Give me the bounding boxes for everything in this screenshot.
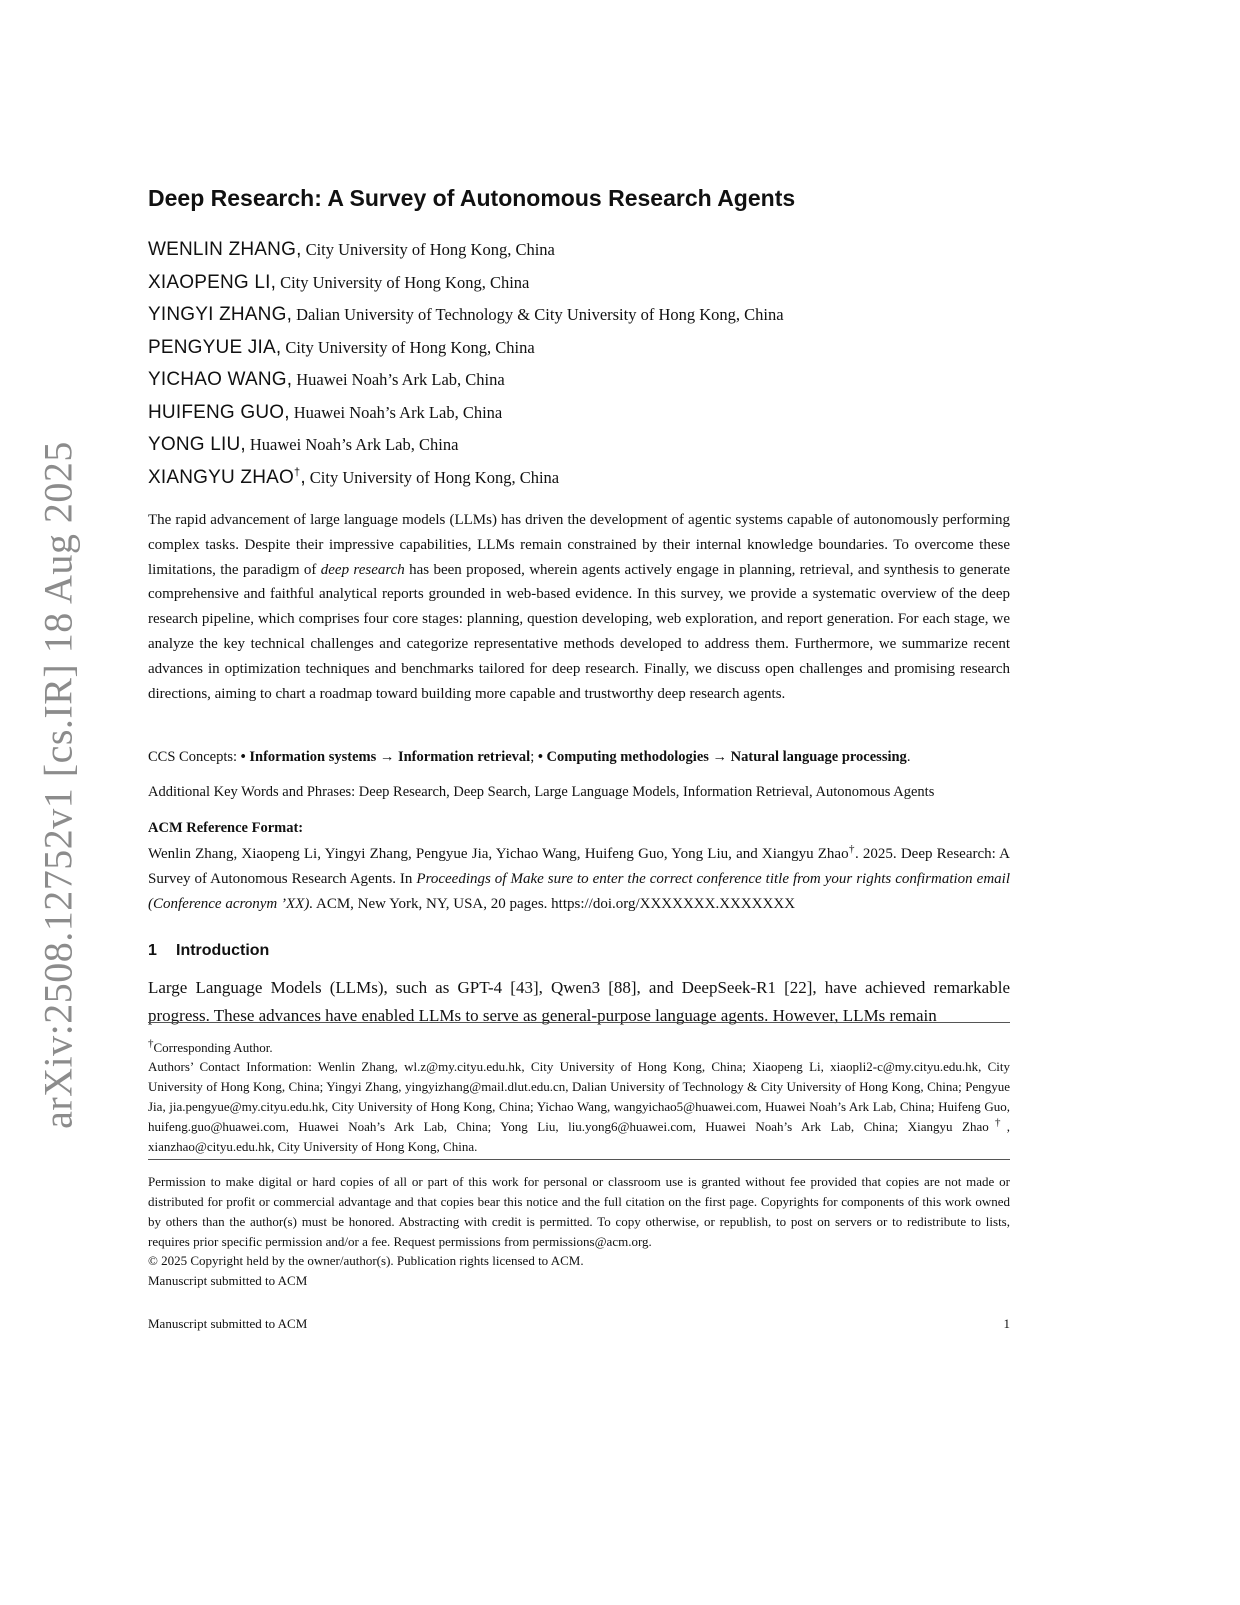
- author-affiliation: City University of Hong Kong, China: [305, 240, 555, 259]
- copyright-notice: © 2025 Copyright held by the owner/author(s). Publication rights licensed to ACM.: [148, 1253, 584, 1268]
- page-footer-text: Manuscript submitted to ACM: [148, 1316, 308, 1331]
- author-entry: [148, 271, 784, 304]
- ccs-separator: ;: [530, 749, 538, 765]
- section-title: Introduction: [176, 942, 270, 959]
- footnote-divider: [148, 1022, 1010, 1023]
- paper-title: Deep Research: A Survey of Autonomous Research Agents: [148, 185, 796, 211]
- keywords: Additional Key Words and Phrases: Deep Research, Deep Search, Large Language Models, Information Retrieval, Autonomous Agents: [148, 784, 935, 800]
- abstract-text-2: has been proposed, wherein agents actively engage in planning, retrieval, and synthesis to generate comprehensive and faithful analytical reports grounded in web-based evidence. In this survey, we provide a systematic overview of the deep research pipeline, which comprises four core stages: planning, question developing, web exploration, and report generation. For each stage, we analyze the key technical challenges and categorize representative methods developed to address them. Furthermore, we summarize recent advances in optimization techniques and benchmarks tailored for deep research. Finally, we discuss open challenges and promising research directions, aiming to chart a roadmap toward building more capable and trustworthy deep research agents.: [148, 561, 1010, 702]
- dagger-mark: †: [148, 1037, 154, 1050]
- ccs-item: • Information systems → Information retrieval: [240, 749, 531, 765]
- author-entry: [148, 238, 784, 271]
- introduction-paragraph: Large Language Models (LLMs), such as GPT-4 [43], Qwen3 [88], and DeepSeek-R1 [22], have achieved remarkable progress. These advances have enabled LLMs to serve as general-purpose language agents. However, LLMs remain: [148, 978, 1010, 1025]
- section-number: 1: [148, 942, 157, 959]
- author-name: YINGYI ZHANG,: [148, 304, 293, 325]
- author-name: XIAOPENG LI,: [148, 271, 277, 293]
- author-name: XIANGYU ZHAO†,: [148, 466, 306, 488]
- author-entry: [148, 433, 784, 466]
- author-name: YONG LIU,: [148, 434, 246, 455]
- ccs-end: .: [906, 749, 911, 765]
- dagger-mark: †: [988, 1116, 1007, 1129]
- abstract: [148, 508, 1010, 706]
- author-name: PENGYUE JIA,: [148, 336, 282, 358]
- author-affiliation: City University of Hong Kong, China: [285, 337, 535, 357]
- author-affiliation: City University of Hong Kong, China: [280, 272, 530, 292]
- submission-note: Manuscript submitted to ACM: [148, 1273, 308, 1288]
- section-heading: [148, 942, 269, 960]
- author-name: HUIFENG GUO,: [148, 401, 290, 423]
- corresponding-author-footnote: [148, 1037, 273, 1056]
- acm-reference-heading: ACM Reference Format:: [148, 820, 304, 836]
- author-affiliation: City University of Hong Kong, China: [309, 467, 560, 487]
- permission-notice: Permission to make digital or hard copies of all or part of this work for personal or classroom use is granted without fee provided that copies are not made or distributed for profit or commercial advantage and that copies bear this notice and the full citation on the first page. Copyrights for components of this work owned by others than the author(s) must be honored. Abstracting with credit is permitted. To copy otherwise, or republish, to post on servers or to redistribute to lists, requires prior specific permission and/or a fee. Request permissions from permissions@acm.org.: [148, 1174, 1010, 1249]
- author-name: WENLIN ZHANG,: [148, 239, 302, 260]
- author-name-text: XIANGYU ZHAO: [148, 466, 294, 488]
- author-list: [148, 238, 784, 498]
- author-affiliation: Huawei Noah’s Ark Lab, China: [293, 402, 503, 422]
- acm-reference-middle: . 2025. Deep Research: A Survey of Autonomous Research Agents. In: [148, 846, 1010, 887]
- ccs-concepts: [148, 749, 1010, 766]
- author-affiliation: Dalian University of Technology & City University of Hong Kong, China: [296, 305, 784, 324]
- author-entry: [148, 368, 784, 401]
- author-entry: [148, 336, 784, 369]
- abstract-text-1: The rapid advancement of large language models (LLMs) has driven the development of agentic systems capable of autonomously performing complex tasks. Despite their impressive capabilities, LLMs remain constrained by their internal knowledge boundaries. To overcome these limitations, the paradigm of: [148, 512, 1010, 578]
- acm-reference-tail: ACM, New York, NY, USA, 20 pages. https://doi.org/XXXXXXX.XXXXXXX: [313, 896, 796, 912]
- author-entry: [148, 466, 784, 499]
- page-number: 1: [1003, 1316, 1010, 1331]
- arxiv-identifier-stamp: arXiv:2508.12752v1 [cs.IR] 18 Aug 2025: [35, 441, 81, 1129]
- author-entry: [148, 303, 784, 336]
- abstract-emphasis: deep research: [320, 561, 405, 578]
- author-name: YICHAO WANG,: [148, 369, 293, 390]
- author-affiliation: Huawei Noah’s Ark Lab, China: [296, 370, 505, 389]
- corresponding-author-text: Corresponding Author.: [153, 1040, 273, 1055]
- acm-reference-text: [148, 842, 1010, 917]
- ccs-item: • Computing methodologies → Natural language processing: [537, 749, 907, 765]
- corresponding-author-dagger: †: [293, 466, 301, 479]
- author-affiliation: Huawei Noah’s Ark Lab, China: [249, 435, 459, 454]
- ccs-label: CCS Concepts:: [148, 749, 241, 765]
- dagger-mark: †: [848, 843, 855, 855]
- contact-tail: , xianzhao@cityu.edu.hk, City University of Hong Kong, China.: [148, 1119, 1010, 1154]
- contact-text: Authors’ Contact Information: Wenlin Zhang, wl.z@my.cityu.edu.hk, City University of Hong Kong, China; Xiaopeng Li, xiaopli2-c@my.cityu.edu.hk, City University of Hong Kong, China; Yingyi Zhang, yingyizhang@mail.dlut.edu.cn, Dalian University of Technology & City University of Hong Kong, China; Pengyue Jia, jia.pengyue@my.cityu.edu.hk, City University of Hong Kong, China; Yichao Wang, wangyichao5@huawei.com, Huawei Noah’s Ark Lab, China; Huifeng Guo, huifeng.guo@huawei.com, Huawei Noah’s Ark Lab, China; Yong Liu, liu.yong6@huawei.com, Huawei Noah’s Ark Lab, China; Xiangyu Zhao: [148, 1059, 1010, 1134]
- author-entry: [148, 401, 784, 434]
- permission-divider: [148, 1159, 1010, 1160]
- acm-reference-venue: Proceedings of Make sure to enter the correct conference title from your rights confirmation email (Conference acronym ’XX).: [148, 871, 1010, 912]
- acm-reference-authors: Wenlin Zhang, Xiaopeng Li, Yingyi Zhang, Pengyue Jia, Yichao Wang, Huifeng Guo, Yong Liu, and Xiangyu Zhao: [148, 846, 849, 862]
- author-contact-information: [148, 1057, 1010, 1157]
